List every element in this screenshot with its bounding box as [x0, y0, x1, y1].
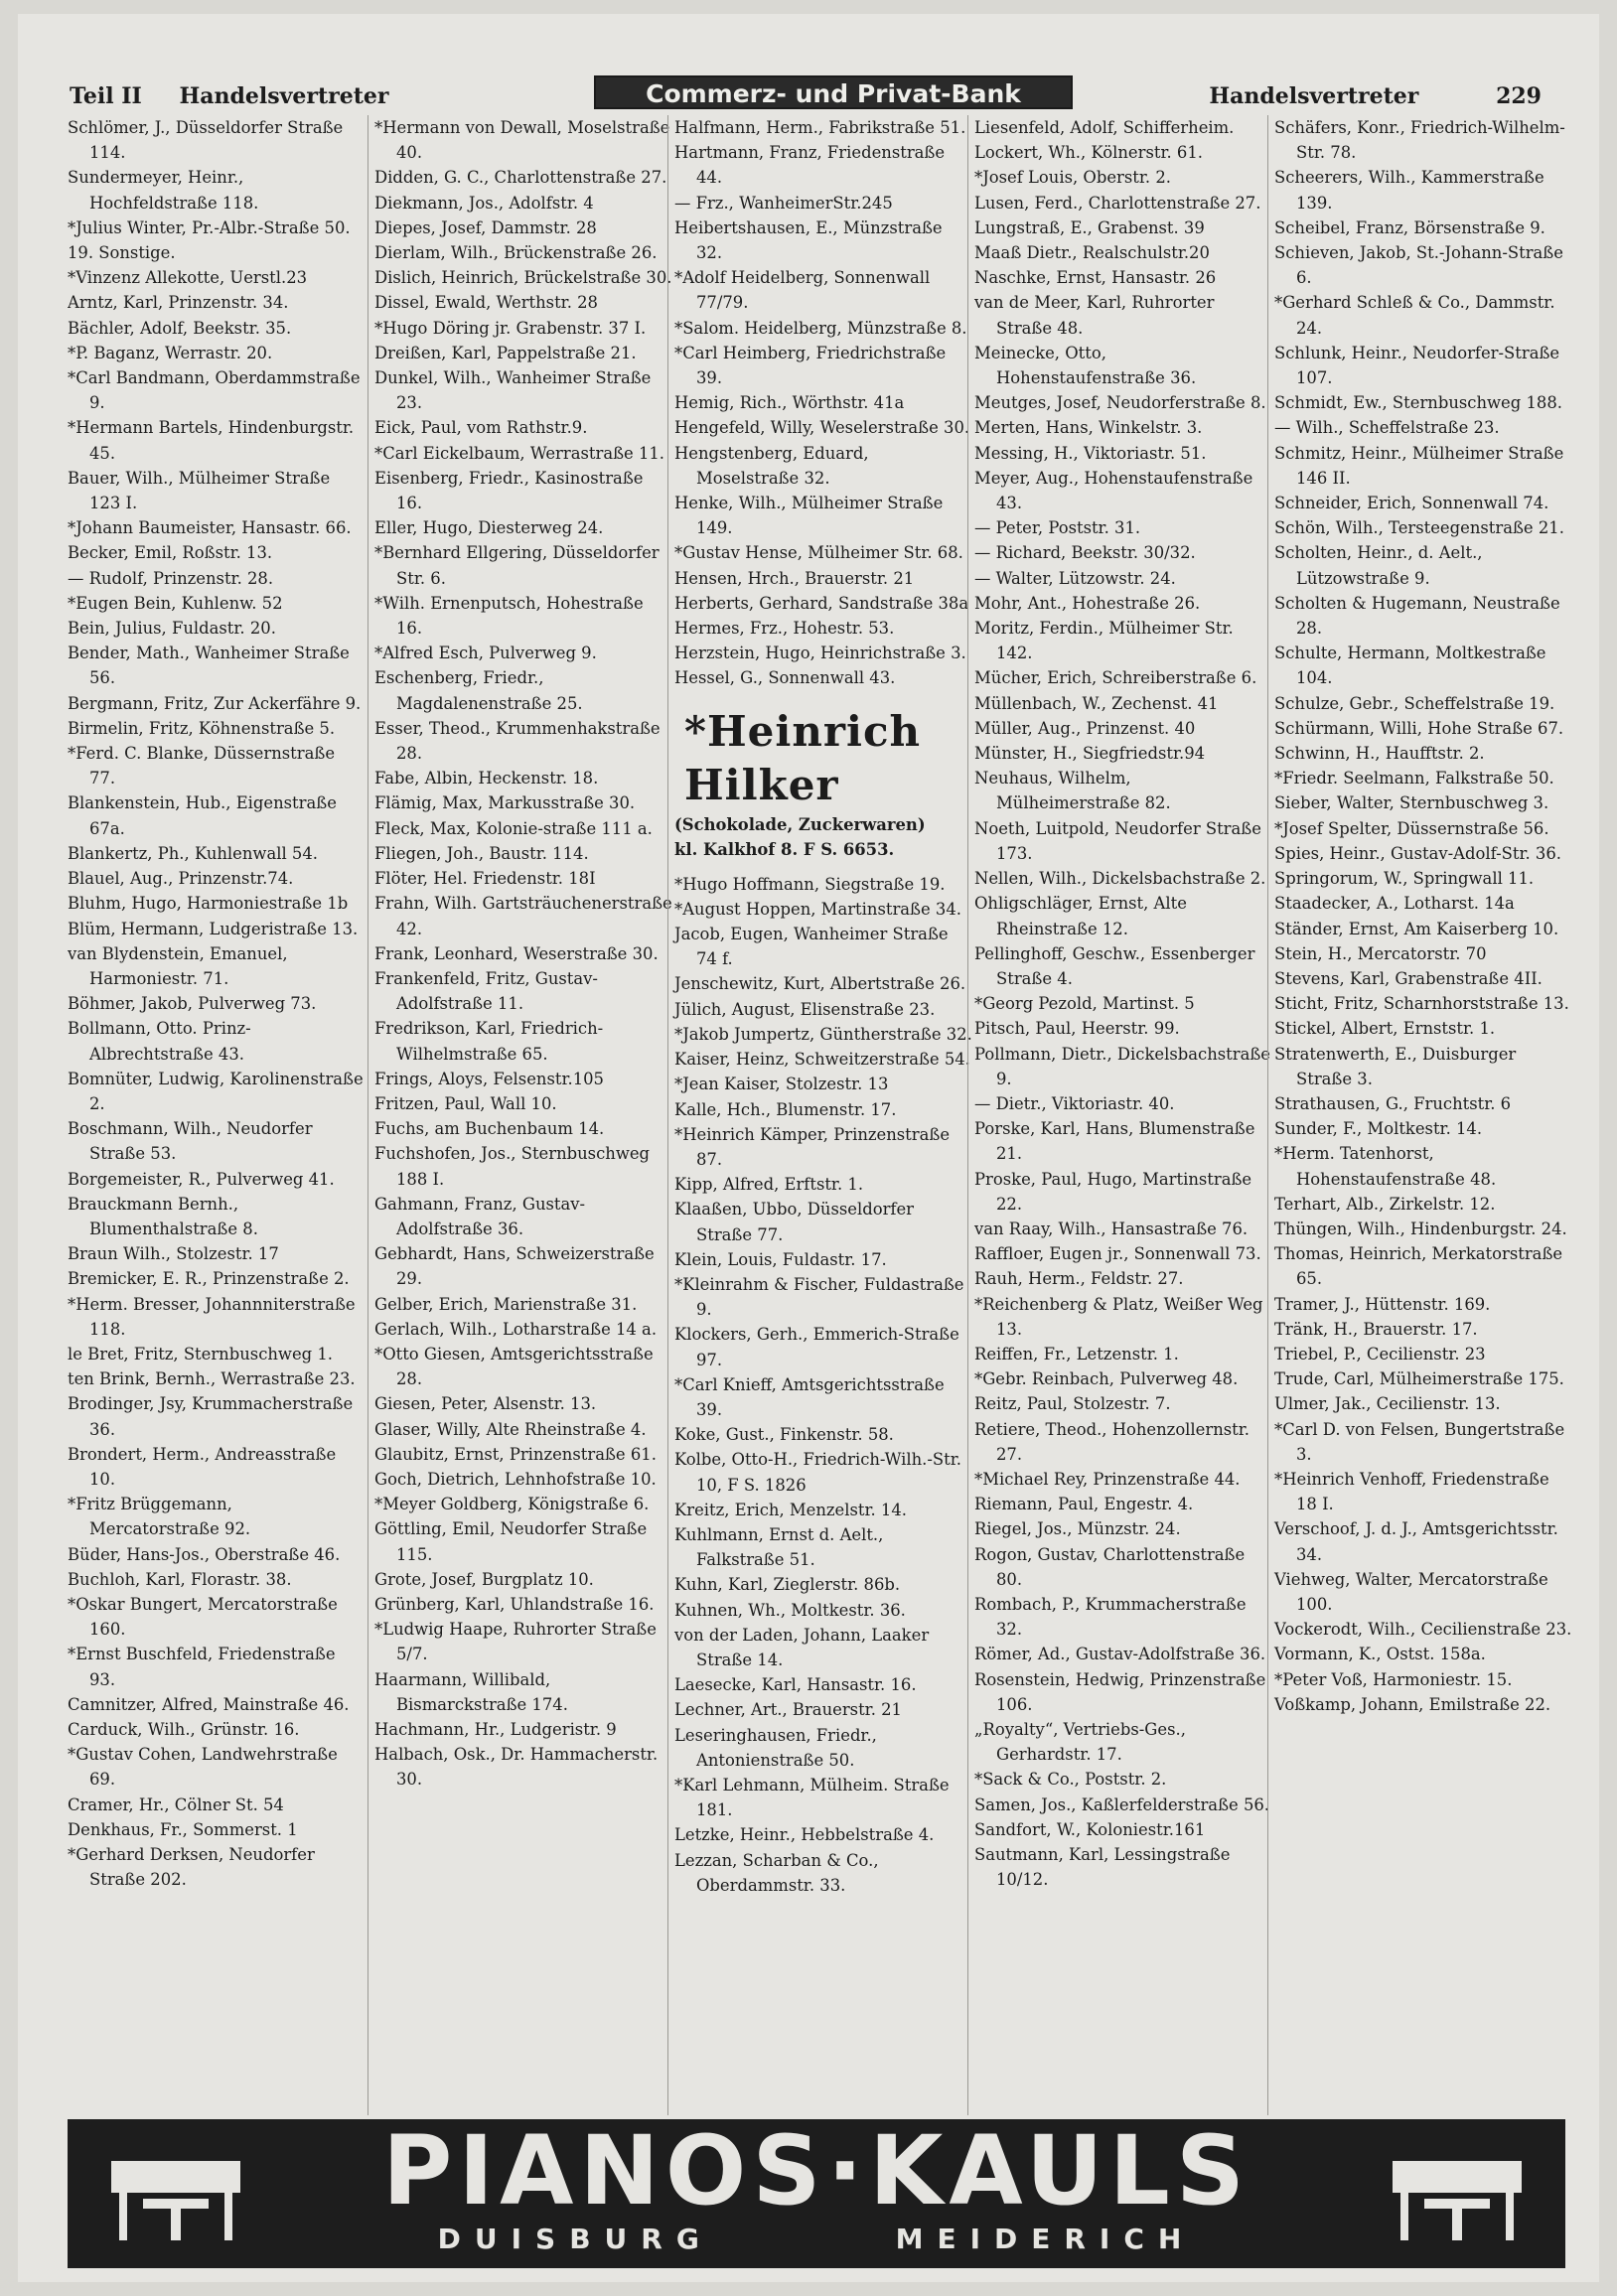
directory-entry: Müllenbach, W., Zechenst. 41: [974, 693, 1219, 713]
directory-entry: Noeth, Luitpold, Neudorfer Straße 173.: [974, 818, 1261, 863]
directory-entry: Boschmann, Wilh., Neudorfer Straße 53.: [68, 1119, 313, 1164]
directory-entry: Strathausen, G., Fruchtstr. 6: [1274, 1093, 1512, 1113]
column-1: [68, 115, 366, 2115]
directory-entry: Sautmann, Karl, Lessingstraße 10/12.: [974, 1845, 1231, 1890]
directory-entry: Halbach, Osk., Dr. Hammacherstr. 30.: [374, 1745, 659, 1790]
directory-entry: *Carl Heimberg, Friedrichstraße 39.: [674, 343, 947, 388]
directory-entry: van Raay, Wilh., Hansastraße 76.: [974, 1219, 1249, 1238]
directory-entry: Vockerodt, Wilh., Cecilienstraße 23.: [1274, 1620, 1572, 1640]
directory-entry: Sunder, F., Moltkestr. 14.: [1274, 1119, 1483, 1139]
directory-entry: Schulze, Gebr., Scheffelstraße 19.: [1274, 693, 1555, 713]
directory-entry: Frings, Aloys, Felsenstr.105: [374, 1069, 604, 1088]
directory-entry: Blauel, Aug., Prinzenstr.74.: [68, 869, 294, 889]
directory-entry: *Jakob Jumpertz, Güntherstraße 32.: [674, 1024, 972, 1044]
directory-entry: Spies, Heinr., Gustav-Adolf-Str. 36.: [1274, 843, 1561, 863]
directory-entry: Grote, Josef, Burgplatz 10.: [374, 1569, 594, 1589]
directory-entry: — Walter, Lützowstr. 24.: [974, 568, 1176, 588]
directory-entry: Hartmann, Franz, Friedenstraße 44.: [674, 143, 946, 188]
directory-entry: Dierlam, Wilh., Brückenstraße 26.: [374, 243, 658, 263]
directory-entry: Fleck, Max, Kolonie-straße 111 a.: [374, 818, 653, 838]
directory-entry: *Kleinrahm & Fischer, Fuldastraße 9.: [674, 1274, 964, 1320]
directory-entry: Mohr, Ant., Hohestraße 26.: [974, 593, 1201, 613]
directory-entry: Kuhlmann, Ernst d. Aelt., Falkstraße 51.: [674, 1524, 884, 1570]
directory-entry: Klein, Louis, Fuldastr. 17.: [674, 1249, 887, 1269]
directory-entry: Gahmann, Franz, Gustav-Adolfstraße 36.: [374, 1194, 586, 1238]
directory-entry: Schneider, Erich, Sonnenwall 74.: [1274, 494, 1549, 513]
directory-entry: Herberts, Gerhard, Sandstraße 38a: [674, 593, 969, 613]
column-3-after-advert: [674, 872, 972, 1898]
directory-entry: Stratenwerth, E., Duisburger Straße 3.: [1274, 1044, 1517, 1088]
directory-columns: [68, 115, 1572, 2115]
directory-entry: *Alfred Esch, Pulverweg 9.: [374, 644, 597, 663]
directory-entry: Proske, Paul, Hugo, Martinstraße 22.: [974, 1169, 1252, 1214]
directory-entry: Becker, Emil, Roßstr. 13.: [68, 543, 273, 563]
directory-entry: — Frz., WanheimerStr.245: [674, 193, 893, 213]
city-left: DUISBURG: [437, 2223, 713, 2255]
directory-entry: Kaiser, Heinz, Schweitzerstraße 54.: [674, 1050, 970, 1070]
directory-entry: Naschke, Ernst, Hansastr. 26: [974, 268, 1217, 288]
directory-entry: Müller, Aug., Prinzenst. 40: [974, 718, 1196, 738]
directory-entry: Laesecke, Karl, Hansastr. 16.: [674, 1675, 917, 1695]
directory-entry: Schlömer, J., Düsseldorfer Straße 114.: [68, 118, 344, 163]
directory-entry: Trude, Carl, Mülheimerstraße 175.: [1274, 1369, 1564, 1389]
directory-entry: Reiffen, Fr., Letzenstr. 1.: [974, 1344, 1179, 1363]
part-label: Teil II: [70, 83, 142, 109]
directory-entry: Frank, Leonhard, Weserstraße 30.: [374, 943, 659, 963]
directory-entry: Göttling, Emil, Neudorfer Straße 115.: [374, 1519, 648, 1564]
directory-entry: Dunkel, Wilh., Wanheimer Straße 23.: [374, 368, 652, 413]
directory-entry: Brodinger, Jsy, Krummacherstraße 36.: [68, 1394, 354, 1439]
directory-entry: Reitz, Paul, Stolzestr. 7.: [974, 1394, 1171, 1414]
directory-entry: *Otto Giesen, Amtsgerichtsstraße 28.: [374, 1344, 654, 1389]
directory-entry: Eisenberg, Friedr., Kasinostraße 16.: [374, 468, 644, 513]
page-header: [70, 73, 1542, 113]
directory-entry: Birmelin, Fritz, Köhnenstraße 5.: [68, 718, 336, 738]
directory-entry: Merten, Hans, Winkelstr. 3.: [974, 418, 1203, 438]
directory-entry: Hengstenberg, Eduard, Moselstraße 32.: [674, 443, 869, 488]
directory-entry: Hachmann, Hr., Ludgeristr. 9: [374, 1720, 617, 1739]
directory-entry: *Carl D. von Felsen, Bungertstraße 3.: [1274, 1419, 1565, 1464]
directory-entry: Tränk, H., Brauerstr. 17.: [1274, 1319, 1478, 1339]
directory-entry: — Richard, Beekstr. 30/32.: [974, 543, 1196, 563]
directory-entry: Carduck, Wilh., Grünstr. 16.: [68, 1720, 300, 1739]
directory-entry: Borgemeister, R., Pulverweg 41.: [68, 1169, 335, 1189]
directory-entry: Römer, Ad., Gustav-Adolfstraße 36.: [974, 1645, 1266, 1664]
directory-entry: Schulte, Hermann, Moltkestraße 104.: [1274, 644, 1546, 688]
advert-name: *Heinrich Hilker: [684, 706, 922, 809]
directory-entry: Schürmann, Willi, Hohe Straße 67.: [1274, 718, 1564, 738]
directory-entry: *Josef Louis, Oberstr. 2.: [974, 168, 1171, 188]
inline-advert: [674, 705, 972, 862]
directory-entry: Kuhn, Karl, Zieglerstr. 86b.: [674, 1575, 901, 1595]
directory-entry: *Karl Lehmann, Mülheim. Straße 181.: [674, 1775, 950, 1820]
directory-entry: Thomas, Heinrich, Merkatorstraße 65.: [1274, 1244, 1563, 1289]
directory-entry: Staadecker, A., Lotharst. 14a: [1274, 894, 1515, 914]
directory-entry: Ohligschläger, Ernst, Alte Rheinstraße 12.: [974, 894, 1187, 938]
directory-entry: Buchloh, Karl, Florastr. 38.: [68, 1569, 292, 1589]
directory-entry: Scheerers, Wilh., Kammerstraße 139.: [1274, 168, 1544, 213]
directory-entry: „Royalty“, Vertriebs-Ges., Gerhardstr. 17.: [974, 1720, 1186, 1765]
directory-entry: Kuhnen, Wh., Moltkestr. 36.: [674, 1600, 906, 1620]
footer-title: PIANOS·KAULS: [382, 2119, 1250, 2226]
directory-entry: *Salom. Heidelberg, Münzstraße 8.: [674, 318, 967, 338]
directory-entry: *Gerhard Schleß & Co., Dammstr. 24.: [1274, 293, 1555, 338]
directory-entry: Stickel, Albert, Ernststr. 1.: [1274, 1019, 1496, 1039]
directory-entry: *Johann Baumeister, Hansastr. 66.: [68, 518, 352, 538]
directory-entry: Rosenstein, Hedwig, Prinzenstraße 106.: [974, 1669, 1266, 1714]
directory-entry: Kalle, Hch., Blumenstr. 17.: [674, 1099, 897, 1119]
directory-entry: Retiere, Theod., Hohenzollernstr. 27.: [974, 1419, 1250, 1464]
directory-entry: *Eugen Bein, Kuhlenw. 52: [68, 593, 283, 613]
directory-entry: Bergmann, Fritz, Zur Ackerfähre 9.: [68, 693, 362, 713]
directory-entry: Sticht, Fritz, Scharnhorststraße 13.: [1274, 994, 1569, 1014]
directory-entry: Schmitz, Heinr., Mülheimer Straße 146 II.: [1274, 443, 1564, 488]
directory-entry: Fliegen, Joh., Baustr. 114.: [374, 843, 589, 863]
directory-entry: Samen, Jos., Kaßlerfelderstraße 56.: [974, 1794, 1270, 1814]
directory-entry: Liesenfeld, Adolf, Schifferheim.: [974, 118, 1235, 137]
directory-entry: Jülich, August, Elisenstraße 23.: [674, 999, 936, 1019]
directory-entry: — Wilh., Scheffelstraße 23.: [1274, 418, 1500, 438]
directory-entry: Blankenstein, Hub., Eigenstraße 67a.: [68, 793, 337, 838]
directory-entry: Brauckmann Bernh., Blumenthalstraße 8.: [68, 1194, 258, 1238]
directory-entry: *Gustav Hense, Mülheimer Str. 68.: [674, 543, 963, 563]
directory-entry: Meutges, Josef, Neudorferstraße 8.: [974, 393, 1266, 413]
directory-entry: *Hugo Döring jr. Grabenstr. 37 I.: [374, 318, 647, 338]
directory-entry: 19. Sonstige.: [68, 243, 176, 263]
directory-entry: *Carl Eickelbaum, Werrastraße 11.: [374, 443, 665, 463]
section-label-right: Handelsvertreter: [1209, 83, 1419, 109]
directory-entry: Giesen, Peter, Alsenstr. 13.: [374, 1394, 597, 1414]
directory-entry: *Adolf Heidelberg, Sonnenwall 77/79.: [674, 268, 931, 313]
directory-entry: Lusen, Ferd., Charlottenstraße 27.: [974, 193, 1261, 213]
directory-entry: Fuchshofen, Jos., Sternbuschweg 188 I.: [374, 1144, 651, 1189]
directory-entry: Ulmer, Jak., Cecilienstr. 13.: [1274, 1394, 1501, 1414]
directory-entry: Schieven, Jakob, St.-Johann-Straße 6.: [1274, 243, 1563, 288]
directory-entry: Viehweg, Walter, Mercatorstraße 100.: [1274, 1569, 1548, 1614]
directory-entry: *Hermann von Dewall, Moselstraße 40.: [374, 118, 670, 163]
directory-entry: Schlunk, Heinr., Neudorfer-Straße 107.: [1274, 343, 1560, 388]
directory-entry: Kolbe, Otto-H., Friedrich-Wilh.-Str. 10, F S. 1826: [674, 1450, 961, 1495]
directory-entry: Camnitzer, Alfred, Mainstraße 46.: [68, 1694, 350, 1714]
directory-entry: Diekmann, Jos., Adolfstr. 4: [374, 193, 594, 213]
directory-entry: Rauh, Herm., Feldstr. 27.: [974, 1269, 1184, 1289]
directory-entry: Koke, Gust., Finkenstr. 58.: [674, 1425, 894, 1445]
directory-entry: *Wilh. Ernenputsch, Hohestraße 16.: [374, 593, 644, 639]
directory-entry: *Jean Kaiser, Stolzestr. 13: [674, 1075, 889, 1094]
directory-entry: Rogon, Gustav, Charlottenstraße 80.: [974, 1544, 1246, 1589]
directory-entry: Fritzen, Paul, Wall 10.: [374, 1093, 557, 1113]
directory-entry: Braun Wilh., Stolzestr. 17: [68, 1244, 279, 1264]
directory-entry: *Peter Voß, Harmoniestr. 15.: [1274, 1669, 1513, 1689]
directory-entry: Cramer, Hr., Cölner St. 54: [68, 1794, 284, 1814]
directory-entry: Glaser, Willy, Alte Rheinstraße 4.: [374, 1419, 647, 1439]
directory-entry: van de Meer, Karl, Ruhrorter Straße 48.: [974, 293, 1215, 338]
directory-entry: Diepes, Josef, Dammstr. 28: [374, 217, 597, 237]
directory-entry: Porske, Karl, Hans, Blumenstraße 21.: [974, 1119, 1255, 1164]
header-right: [1209, 83, 1542, 109]
directory-entry: ten Brink, Bernh., Werrastraße 23.: [68, 1369, 356, 1389]
directory-entry: *Gerhard Derksen, Neudorfer Straße 202.: [68, 1845, 315, 1890]
directory-entry: Springorum, W., Springwall 11.: [1274, 869, 1535, 889]
directory-entry: von der Laden, Johann, Laaker Straße 14.: [674, 1625, 930, 1669]
directory-entry: Bollmann, Otto. Prinz-Albrechtstraße 43.: [68, 1019, 251, 1064]
directory-entry: Esser, Theod., Krummenhakstraße 28.: [374, 718, 661, 764]
header-left: [70, 83, 389, 109]
bank-banner: Commerz- und Privat-Bank: [594, 75, 1073, 109]
directory-entry: Gebhardt, Hans, Schweizerstraße 29.: [374, 1244, 655, 1289]
directory-entry: Hemig, Rich., Wörthstr. 41a: [674, 393, 905, 413]
directory-entry: van Blydenstein, Emanuel, Harmoniestr. 71.: [68, 943, 288, 988]
directory-entry: Neuhaus, Wilhelm, Mülheimerstraße 82.: [974, 769, 1171, 813]
directory-entry: *Ludwig Haape, Ruhrorter Straße 5/7.: [374, 1620, 657, 1664]
directory-entry: Bluhm, Hugo, Harmoniestraße 1b: [68, 894, 349, 914]
directory-entry: Fabe, Albin, Heckenstr. 18.: [374, 769, 599, 789]
directory-entry: *Gustav Cohen, Landwehrstraße 69.: [68, 1745, 338, 1790]
directory-entry: Haarmann, Willibald, Bismarckstraße 174.: [374, 1669, 568, 1714]
directory-entry: Bremicker, E. R., Prinzenstraße 2.: [68, 1269, 350, 1289]
directory-entry: Bächler, Adolf, Beekstr. 35.: [68, 318, 292, 338]
directory-entry: Triebel, P., Cecilienstr. 23: [1274, 1344, 1486, 1363]
directory-entry: Lockert, Wh., Kölnerstr. 61.: [974, 143, 1203, 163]
directory-entry: Fuchs, am Buchenbaum 14.: [374, 1119, 605, 1139]
directory-entry: Schön, Wilh., Tersteegenstraße 21.: [1274, 518, 1564, 538]
directory-entry: Schmidt, Ew., Sternbuschweg 188.: [1274, 393, 1562, 413]
directory-entry: Blankertz, Ph., Kuhlenwall 54.: [68, 843, 318, 863]
directory-entry: Terhart, Alb., Zirkelstr. 12.: [1274, 1194, 1496, 1214]
directory-entry: Goch, Dietrich, Lehnhofstraße 10.: [374, 1469, 657, 1489]
directory-entry: *Gebr. Reinbach, Pulverweg 48.: [974, 1369, 1239, 1389]
directory-entry: Meinecke, Otto, Hohenstaufenstraße 36.: [974, 343, 1197, 388]
directory-entry: Heibertshausen, E., Münzstraße 32.: [674, 217, 943, 263]
directory-entry: Jenschewitz, Kurt, Albertstraße 26.: [674, 974, 966, 994]
directory-entry: Lechner, Art., Brauerstr. 21: [674, 1700, 902, 1720]
page-number: 229: [1496, 83, 1542, 109]
directory-entry: Stein, H., Mercatorstr. 70: [1274, 943, 1487, 963]
directory-entry: *Ferd. C. Blanke, Düssernstraße 77.: [68, 744, 336, 789]
directory-entry: Böhmer, Jakob, Pulverweg 73.: [68, 994, 317, 1014]
directory-entry: Verschoof, J. d. J., Amtsgerichtsstr. 34.: [1274, 1519, 1558, 1564]
column-2: [368, 115, 672, 2115]
directory-entry: *Carl Knieff, Amtsgerichtsstraße 39.: [674, 1374, 945, 1419]
directory-entry: Hermes, Frz., Hohestr. 53.: [674, 619, 895, 639]
directory-entry: Eller, Hugo, Diesterweg 24.: [374, 518, 604, 538]
directory-entry: Arntz, Karl, Prinzenstr. 34.: [68, 293, 289, 313]
directory-entry: *Heinrich Kämper, Prinzenstraße 87.: [674, 1124, 951, 1169]
directory-entry: Hessel, G., Sonnenwall 43.: [674, 668, 896, 688]
directory-entry: Münster, H., Siegfriedstr.94: [974, 744, 1206, 764]
directory-entry: Henke, Wilh., Mülheimer Straße 149.: [674, 494, 944, 538]
directory-entry: Sundermeyer, Heinr., Hochfeldstraße 118.: [68, 168, 259, 213]
directory-entry: Herzstein, Hugo, Heinrichstraße 3.: [674, 644, 966, 663]
directory-entry: Rombach, P., Krummacherstraße 32.: [974, 1594, 1247, 1640]
piano-icon: [1383, 2141, 1532, 2250]
directory-entry: Hensen, Hrch., Brauerstr. 21: [674, 568, 915, 588]
directory-entry: *P. Baganz, Werrastr. 20.: [68, 343, 273, 362]
directory-entry: Raffloer, Eugen jr., Sonnenwall 73.: [974, 1244, 1261, 1264]
directory-entry: *Georg Pezold, Martinst. 5: [974, 994, 1195, 1014]
directory-entry: *Ernst Buschfeld, Friedenstraße 93.: [68, 1645, 336, 1689]
directory-entry: Kreitz, Erich, Menzelstr. 14.: [674, 1500, 907, 1519]
directory-entry: Lungstraß, E., Grabenst. 39: [974, 217, 1205, 237]
directory-entry: Jacob, Eugen, Wanheimer Straße 74 f.: [674, 925, 949, 969]
column-3: [667, 115, 972, 2115]
directory-entry: Bomnüter, Ludwig, Karolinenstraße 2.: [68, 1069, 364, 1113]
directory-entry: Lezzan, Scharban & Co., Oberdammstr. 33.: [674, 1850, 879, 1895]
directory-entry: Glaubitz, Ernst, Prinzenstraße 61.: [374, 1444, 657, 1464]
directory-entry: Brondert, Herm., Andreasstraße 10.: [68, 1444, 337, 1489]
directory-entry: Fredrikson, Karl, Friedrich-Wilhelmstraße 65.: [374, 1019, 604, 1064]
directory-entry: Dissel, Ewald, Werthstr. 28: [374, 293, 598, 313]
directory-entry: Riemann, Paul, Engestr. 4.: [974, 1495, 1194, 1514]
directory-entry: Pellinghoff, Geschw., Essenberger Straße 4.: [974, 943, 1255, 988]
directory-entry: *Heinrich Venhoff, Friedenstraße 18 I.: [1274, 1469, 1549, 1514]
directory-entry: Flämig, Max, Markusstraße 30.: [374, 793, 636, 813]
directory-entry: Schwinn, H., Haufftstr. 2.: [1274, 744, 1485, 764]
directory-entry: Thüngen, Wilh., Hindenburgstr. 24.: [1274, 1219, 1567, 1238]
directory-entry: Dislich, Heinrich, Brückelstraße 30.: [374, 268, 672, 288]
directory-entry: Denkhaus, Fr., Sommerst. 1: [68, 1819, 298, 1839]
section-label-left: Handelsvertreter: [179, 83, 389, 109]
directory-entry: Riegel, Jos., Münzstr. 24.: [974, 1519, 1181, 1539]
directory-entry: *Friedr. Seelmann, Falkstraße 50.: [1274, 769, 1554, 789]
city-right: MEIDERICH: [895, 2223, 1196, 2255]
directory-entry: *Fritz Brüggemann, Mercatorstraße 92.: [68, 1495, 251, 1539]
directory-entry: *Oskar Bungert, Mercatorstraße 160.: [68, 1594, 338, 1640]
directory-entry: — Dietr., Viktoriastr. 40.: [974, 1093, 1175, 1113]
directory-entry: Scholten & Hugemann, Neustraße 28.: [1274, 593, 1560, 639]
directory-entry: *Michael Rey, Prinzenstraße 44.: [974, 1469, 1241, 1489]
directory-entry: *Sack & Co., Poststr. 2.: [974, 1770, 1167, 1790]
directory-entry: Frahn, Wilh. Gartsträuchenerstraße 42.: [374, 894, 672, 938]
column-5: [1267, 115, 1572, 2115]
directory-entry: Stevens, Karl, Grabenstraße 4II.: [1274, 968, 1543, 988]
advert-line-1: (Schokolade, Zuckerwaren): [674, 814, 926, 834]
directory-entry: — Rudolf, Prinzenstr. 28.: [68, 568, 274, 588]
footer-cities: [68, 2223, 1565, 2256]
directory-entry: Eick, Paul, vom Rathstr.9.: [374, 418, 588, 438]
directory-entry: *Herm. Tatenhorst, Hohenstaufenstraße 48.: [1274, 1144, 1497, 1189]
directory-entry: Maaß Dietr., Realschulstr.20: [974, 243, 1210, 263]
directory-entry: Didden, G. C., Charlottenstraße 27.: [374, 168, 667, 188]
directory-entry: Sandfort, W., Koloniestr.161: [974, 1819, 1206, 1839]
directory-entry: Blüm, Hermann, Ludgeristraße 13.: [68, 919, 359, 938]
directory-entry: Tramer, J., Hüttenstr. 169.: [1274, 1294, 1491, 1314]
directory-entry: *Josef Spelter, Düssernstraße 56.: [1274, 818, 1549, 838]
directory-entry: Klockers, Gerh., Emmerich-Straße 97.: [674, 1325, 959, 1369]
directory-entry: Bein, Julius, Fuldastr. 20.: [68, 619, 276, 639]
directory-entry: *August Hoppen, Martinstraße 34.: [674, 899, 961, 919]
directory-entry: Moritz, Ferdin., Mülheimer Str. 142.: [974, 619, 1234, 663]
directory-entry: *Vinzenz Allekotte, Uerstl.23: [68, 268, 308, 288]
directory-entry: Frankenfeld, Fritz, Gustav-Adolfstraße 11.: [374, 968, 598, 1014]
directory-entry: *Hermann Bartels, Hindenburgstr. 45.: [68, 418, 355, 463]
directory-entry: Pollmann, Dietr., Dickelsbachstraße 9.: [974, 1044, 1270, 1088]
directory-entry: Bauer, Wilh., Mülheimer Straße 123 I.: [68, 468, 331, 513]
directory-entry: Kipp, Alfred, Erftstr. 1.: [674, 1175, 864, 1195]
directory-entry: *Carl Bandmann, Oberdammstraße 9.: [68, 368, 361, 413]
directory-entry: Eschenberg, Friedr., Magdalenenstraße 25.: [374, 668, 583, 713]
directory-entry: Nellen, Wilh., Dickelsbachstraße 2.: [974, 869, 1266, 889]
directory-entry: Halfmann, Herm., Fabrikstraße 51.: [674, 118, 966, 137]
directory-entry: *Reichenberg & Platz, Weißer Weg 13.: [974, 1294, 1263, 1339]
directory-entry: *Julius Winter, Pr.-Albr.-Straße 50.: [68, 217, 351, 237]
directory-entry: Büder, Hans-Jos., Oberstraße 46.: [68, 1544, 341, 1564]
column-4: [967, 115, 1272, 2115]
directory-entry: *Meyer Goldberg, Königstraße 6.: [374, 1495, 650, 1514]
footer-advert: [68, 2119, 1565, 2268]
directory-entry: *Bernhard Ellgering, Düsseldorfer Str. 6.: [374, 543, 660, 588]
directory-entry: *Hugo Hoffmann, Siegstraße 19.: [674, 874, 946, 894]
directory-entry: Hengefeld, Willy, Weselerstraße 30.: [674, 418, 970, 438]
directory-entry: — Peter, Poststr. 31.: [974, 518, 1141, 538]
advert-line-2: kl. Kalkhof 8. F S. 6653.: [674, 839, 895, 859]
column-3-list: [674, 115, 972, 691]
page: [18, 14, 1599, 2282]
directory-entry: Leseringhausen, Friedr., Antonienstraße 50.: [674, 1725, 877, 1770]
directory-entry: *Herm. Bresser, Johannniterstraße 118.: [68, 1294, 356, 1339]
directory-entry: Meyer, Aug., Hohenstaufenstraße 43.: [974, 468, 1253, 513]
directory-entry: Gerlach, Wilh., Lotharstraße 14 a.: [374, 1319, 658, 1339]
directory-entry: Mücher, Erich, Schreiberstraße 6.: [974, 668, 1257, 688]
directory-entry: Scholten, Heinr., d. Aelt., Lützowstraße 9.: [1274, 543, 1483, 588]
directory-entry: Scheibel, Franz, Börsenstraße 9.: [1274, 217, 1545, 237]
directory-entry: Voßkamp, Johann, Emilstraße 22.: [1274, 1694, 1551, 1714]
directory-entry: Vormann, K., Ostst. 158a.: [1274, 1645, 1486, 1664]
directory-entry: Klaaßen, Ubbo, Düsseldorfer Straße 77.: [674, 1200, 915, 1244]
directory-entry: Messing, H., Viktoriastr. 51.: [974, 443, 1207, 463]
directory-entry: Flöter, Hel. Friedenstr. 18I: [374, 869, 596, 889]
directory-entry: Pitsch, Paul, Heerstr. 99.: [974, 1019, 1180, 1039]
directory-entry: Schäfers, Konr., Friedrich-Wilhelm-Str. 78.: [1274, 118, 1565, 163]
directory-entry: Gelber, Erich, Marienstraße 31.: [374, 1294, 638, 1314]
directory-entry: Ständer, Ernst, Am Kaiserberg 10.: [1274, 919, 1559, 938]
directory-entry: Letzke, Heinr., Hebbelstraße 4.: [674, 1825, 935, 1845]
directory-entry: le Bret, Fritz, Sternbuschweg 1.: [68, 1344, 334, 1363]
directory-entry: Grünberg, Karl, Uhlandstraße 16.: [374, 1594, 655, 1614]
directory-entry: Sieber, Walter, Sternbuschweg 3.: [1274, 793, 1549, 813]
directory-entry: Dreißen, Karl, Pappelstraße 21.: [374, 343, 637, 362]
directory-entry: Bender, Math., Wanheimer Straße 56.: [68, 644, 350, 688]
